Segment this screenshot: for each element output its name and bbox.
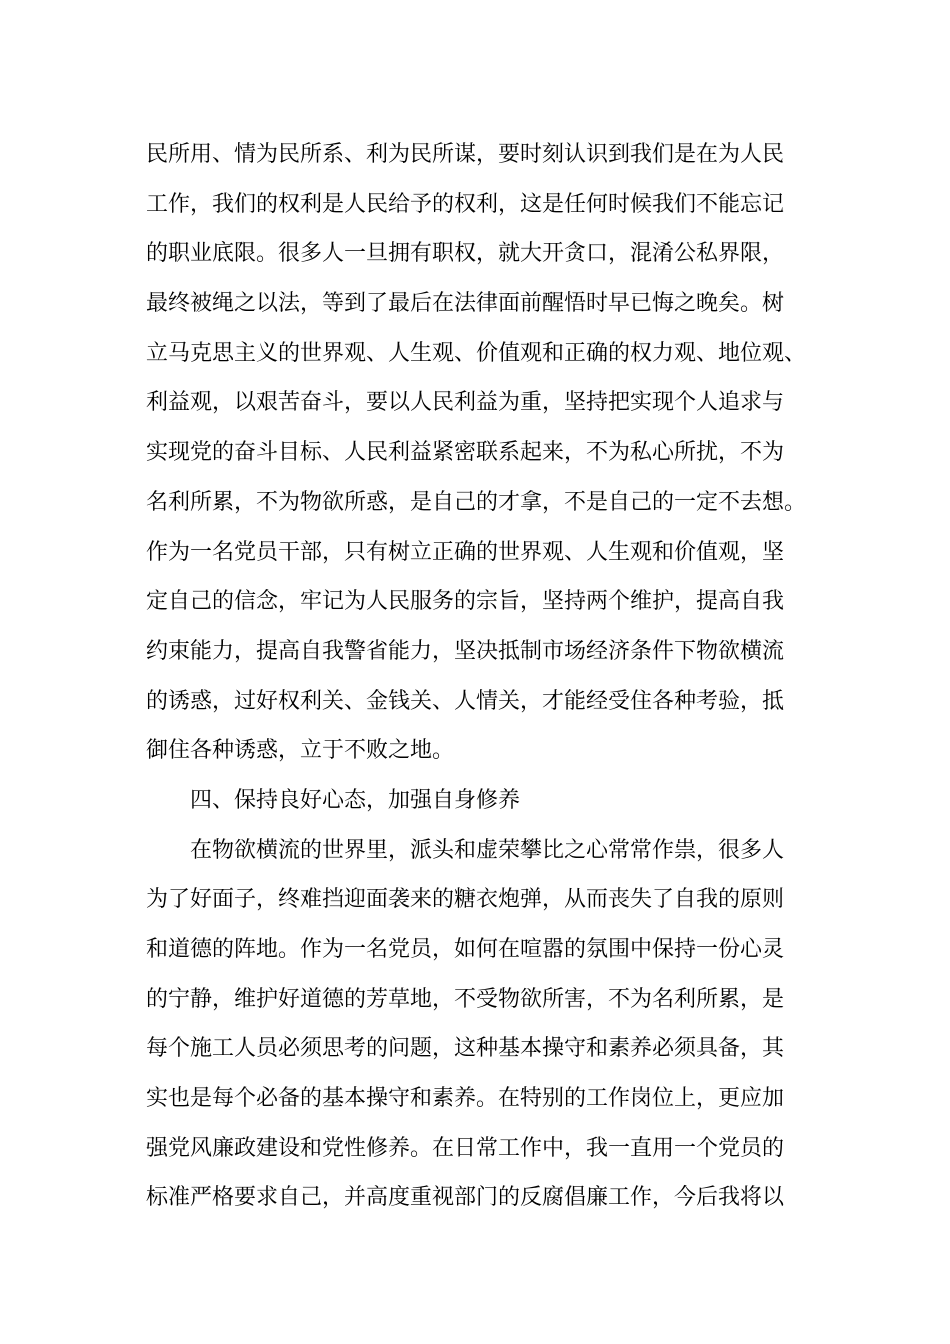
text-line: 最终被绳之以法，等到了最后在法律面前醒悟时早已悔之晚矣。树 bbox=[146, 291, 785, 317]
text-line: 强党风廉政建设和党性修养。在日常工作中，我一直用一个党员的 bbox=[146, 1135, 785, 1161]
text-line: 约束能力，提高自我警省能力，坚决抵制市场经济条件下物欲横流 bbox=[146, 638, 785, 664]
text-line: 的诱惑，过好权利关、金钱关、人情关，才能经受住各种考验，抵 bbox=[146, 688, 785, 714]
paragraph-first-line: 在物欲横流的世界里，派头和虚荣攀比之心常常作祟，很多人 bbox=[190, 837, 785, 863]
text-line: 名利所累，不为物欲所惑，是自己的才拿，不是自己的一定不去想。 bbox=[146, 489, 807, 515]
text-line: 实现党的奋斗目标、人民利益紧密联系起来，不为私心所扰，不为 bbox=[146, 440, 785, 466]
text-line: 利益观，以艰苦奋斗，要以人民利益为重，坚持把实现个人追求与 bbox=[146, 390, 785, 416]
body-text bbox=[146, 130, 826, 1223]
text-line: 实也是每个必备的基本操守和素养。在特别的工作岗位上，更应加 bbox=[146, 1086, 785, 1112]
text-line: 为了好面子，终难挡迎面袭来的糖衣炮弹，从而丧失了自我的原则 bbox=[146, 887, 785, 913]
text-line: 的宁静，维护好道德的芳草地，不受物欲所害，不为名利所累，是 bbox=[146, 986, 785, 1012]
text-line: 民所用、情为民所系、利为民所谋，要时刻认识到我们是在为人民 bbox=[146, 142, 785, 167]
text-line: 立马克思主义的世界观、人生观、价值观和正确的权力观、地位观、 bbox=[146, 340, 807, 366]
text-line: 定自己的信念，牢记为人民服务的宗旨，坚持两个维护，提高自我 bbox=[146, 589, 785, 615]
text-line: 的职业底限。很多人一旦拥有职权，就大开贪口，混淆公私界限， bbox=[146, 241, 785, 267]
text-line: 每个施工人员必须思考的问题，这种基本操守和素养必须具备，其 bbox=[146, 1036, 785, 1062]
text-line: 和道德的阵地。作为一名党员，如何在喧嚣的氛围中保持一份心灵 bbox=[146, 937, 785, 962]
text-line: 标准严格要求自己，并高度重视部门的反腐倡廉工作，今后我将以 bbox=[146, 1185, 785, 1211]
text-line: 工作，我们的权利是人民给予的权利，这是任何时候我们不能忘记 bbox=[146, 191, 785, 217]
text-line: 作为一名党员干部，只有树立正确的世界观、人生观和价值观，坚 bbox=[146, 539, 785, 565]
text-line: 御住各种诱惑，立于不败之地。 bbox=[146, 738, 455, 764]
section-heading: 四、保持良好心态，加强自身修养 bbox=[190, 787, 521, 813]
